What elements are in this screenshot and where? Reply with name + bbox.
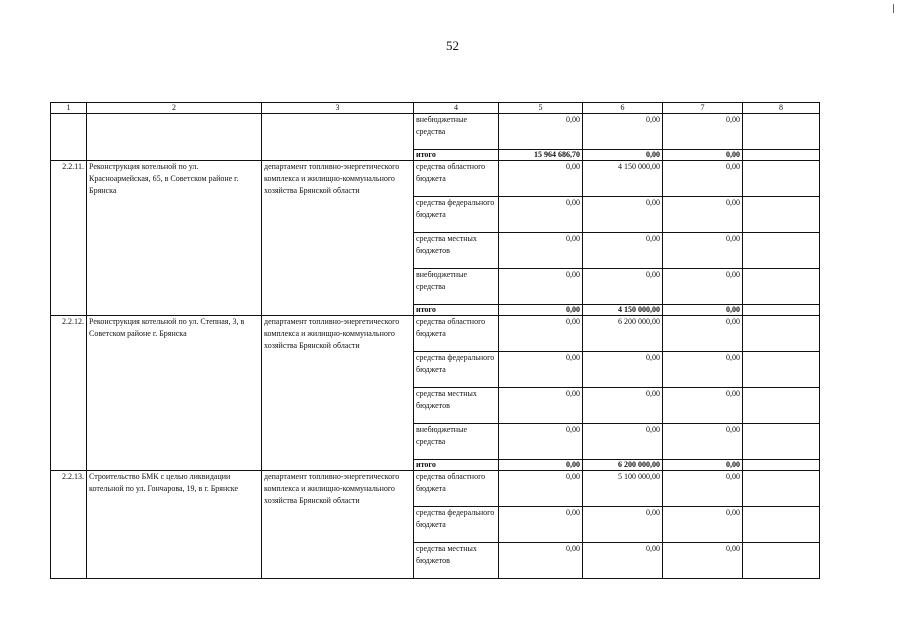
- amount-cell: [743, 269, 820, 305]
- amount-cell: [743, 471, 820, 507]
- amount-cell: 0,00: [583, 114, 663, 150]
- funding-row: [51, 316, 820, 352]
- funding-source-cell: средства федерального бюджета: [414, 197, 499, 233]
- amount-cell: 0,00: [499, 233, 583, 269]
- amount-cell: [743, 316, 820, 352]
- amount-cell: [743, 543, 820, 579]
- header-cell: 5: [499, 103, 583, 114]
- total-label-cell: итого: [414, 460, 499, 471]
- amount-cell: 0,00: [499, 424, 583, 460]
- blank-executor-cell: [262, 114, 414, 161]
- amount-cell: 0,00: [583, 233, 663, 269]
- header-row: [51, 103, 820, 114]
- funding-source-cell: внебюджетные средства: [414, 114, 499, 150]
- total-amount-cell: [743, 460, 820, 471]
- amount-cell: 0,00: [583, 269, 663, 305]
- amount-cell: 0,00: [663, 471, 743, 507]
- item-executor-cell: департамент топливно-энергетического комплекса и жилищно-коммунального хозяйства Брянской области: [262, 161, 414, 316]
- item-name-cell: Реконструкция котельной по ул. Красноармейская, 65, в Советском районе г. Брянска: [87, 161, 262, 316]
- budget-table: [50, 102, 820, 579]
- header-cell: 3: [262, 103, 414, 114]
- header-cell: 8: [743, 103, 820, 114]
- amount-cell: [743, 507, 820, 543]
- funding-source-cell: средства областного бюджета: [414, 161, 499, 197]
- header-cell: 2: [87, 103, 262, 114]
- amount-cell: 0,00: [499, 507, 583, 543]
- amount-cell: [743, 197, 820, 233]
- total-amount-cell: 15 964 686,70: [499, 150, 583, 161]
- item-name-cell: Реконструкция котельной по ул. Степная, 3, в Советском районе г. Брянска: [87, 316, 262, 471]
- amount-cell: [743, 233, 820, 269]
- funding-row: [51, 114, 820, 150]
- total-amount-cell: 6 200 000,00: [583, 460, 663, 471]
- amount-cell: 0,00: [663, 507, 743, 543]
- total-amount-cell: 0,00: [499, 460, 583, 471]
- amount-cell: 0,00: [499, 388, 583, 424]
- amount-cell: 0,00: [663, 233, 743, 269]
- total-label-cell: итого: [414, 150, 499, 161]
- item-name-cell: Строительство БМК с целью ликвидации котельной по ул. Гончарова, 19, в г. Брянске: [87, 471, 262, 579]
- header-cell: 4: [414, 103, 499, 114]
- amount-cell: 0,00: [583, 197, 663, 233]
- amount-cell: 0,00: [583, 388, 663, 424]
- amount-cell: 0,00: [499, 352, 583, 388]
- amount-cell: 0,00: [499, 316, 583, 352]
- amount-cell: 0,00: [663, 352, 743, 388]
- amount-cell: 0,00: [499, 161, 583, 197]
- funding-source-cell: внебюджетные средства: [414, 269, 499, 305]
- amount-cell: [743, 352, 820, 388]
- total-amount-cell: 0,00: [663, 460, 743, 471]
- funding-source-cell: внебюджетные средства: [414, 424, 499, 460]
- page-number: 52: [446, 38, 459, 53]
- funding-source-cell: средства федерального бюджета: [414, 507, 499, 543]
- amount-cell: 0,00: [583, 352, 663, 388]
- total-amount-cell: [743, 305, 820, 316]
- amount-cell: 0,00: [663, 424, 743, 460]
- item-executor-cell: департамент топливно-энергетического комплекса и жилищно-коммунального хозяйства Брянской области: [262, 316, 414, 471]
- total-amount-cell: 0,00: [499, 305, 583, 316]
- amount-cell: 5 100 000,00: [583, 471, 663, 507]
- amount-cell: 0,00: [499, 197, 583, 233]
- header-cell: 7: [663, 103, 743, 114]
- amount-cell: 0,00: [663, 543, 743, 579]
- total-amount-cell: [743, 150, 820, 161]
- blank-code-cell: [51, 114, 87, 161]
- funding-source-cell: средства областного бюджета: [414, 471, 499, 507]
- header-cell: 1: [51, 103, 87, 114]
- amount-cell: 0,00: [583, 507, 663, 543]
- scan-edge-mark: [893, 4, 894, 13]
- amount-cell: 0,00: [663, 388, 743, 424]
- total-amount-cell: 0,00: [663, 305, 743, 316]
- amount-cell: 0,00: [663, 197, 743, 233]
- amount-cell: 0,00: [663, 269, 743, 305]
- funding-source-cell: средства местных бюджетов: [414, 233, 499, 269]
- total-label-cell: итого: [414, 305, 499, 316]
- amount-cell: 0,00: [583, 424, 663, 460]
- header-cell: 6: [583, 103, 663, 114]
- total-amount-cell: 4 150 000,00: [583, 305, 663, 316]
- item-code-cell: 2.2.12.: [51, 316, 87, 471]
- amount-cell: [743, 388, 820, 424]
- amount-cell: 0,00: [663, 161, 743, 197]
- total-amount-cell: 0,00: [583, 150, 663, 161]
- item-code-cell: 2.2.13.: [51, 471, 87, 579]
- item-executor-cell: департамент топливно-энергетического комплекса и жилищно-коммунального хозяйства Брянской области: [262, 471, 414, 579]
- amount-cell: [743, 424, 820, 460]
- amount-cell: 0,00: [499, 471, 583, 507]
- total-amount-cell: 0,00: [663, 150, 743, 161]
- amount-cell: 0,00: [499, 114, 583, 150]
- amount-cell: 4 150 000,00: [583, 161, 663, 197]
- blank-name-cell: [87, 114, 262, 161]
- funding-row: [51, 161, 820, 197]
- funding-source-cell: средства местных бюджетов: [414, 388, 499, 424]
- funding-source-cell: средства федерального бюджета: [414, 352, 499, 388]
- amount-cell: 0,00: [663, 114, 743, 150]
- amount-cell: 0,00: [583, 543, 663, 579]
- funding-row: [51, 471, 820, 507]
- amount-cell: [743, 161, 820, 197]
- funding-source-cell: средства местных бюджетов: [414, 543, 499, 579]
- amount-cell: 0,00: [499, 543, 583, 579]
- amount-cell: 0,00: [499, 269, 583, 305]
- amount-cell: 0,00: [663, 316, 743, 352]
- amount-cell: [743, 114, 820, 150]
- amount-cell: 6 200 000,00: [583, 316, 663, 352]
- item-code-cell: 2.2.11.: [51, 161, 87, 316]
- funding-source-cell: средства областного бюджета: [414, 316, 499, 352]
